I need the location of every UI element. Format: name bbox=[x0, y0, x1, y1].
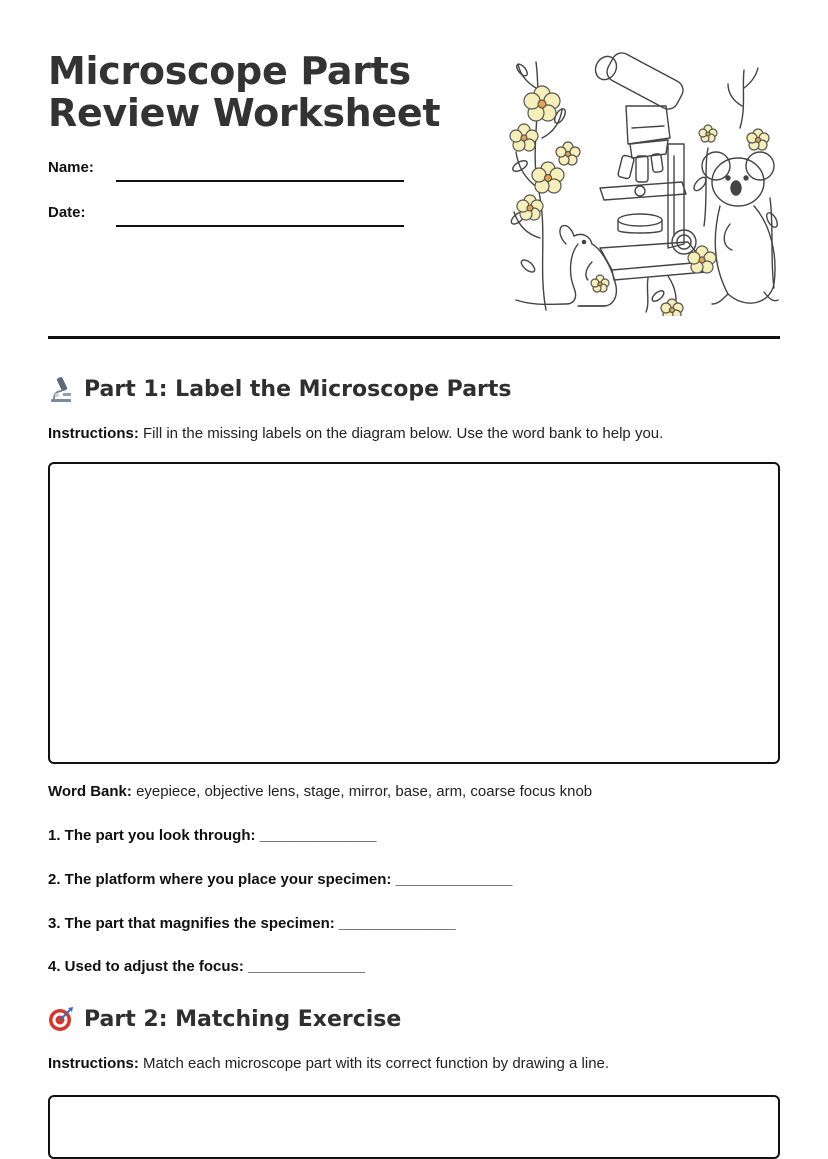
part1-instructions-label: Instructions: bbox=[48, 425, 139, 442]
matching-box bbox=[48, 1095, 780, 1159]
diagram-box bbox=[48, 462, 780, 764]
word-bank-label: Word Bank: bbox=[48, 783, 132, 800]
worksheet-title bbox=[48, 50, 440, 134]
part2-title: Part 2: Matching Exercise bbox=[84, 1006, 402, 1032]
name-field[interactable] bbox=[116, 180, 404, 182]
question-2[interactable]: 2. The platform where you place your specimen: ______________ bbox=[48, 871, 513, 888]
question-1[interactable]: 1. The part you look through: ______________ bbox=[48, 827, 377, 844]
microscope-animals-illustration bbox=[508, 48, 780, 316]
title-line-2: Review Worksheet bbox=[48, 91, 441, 135]
target-icon bbox=[48, 1006, 74, 1032]
part2-instructions bbox=[48, 1055, 609, 1072]
part1-heading bbox=[48, 373, 512, 405]
part2-heading bbox=[48, 1003, 401, 1035]
part1-instructions-text: Fill in the missing labels on the diagram below. Use the word bank to help you. bbox=[138, 425, 664, 442]
part1-title: Part 1: Label the Microscope Parts bbox=[84, 376, 512, 402]
word-bank bbox=[48, 783, 592, 800]
part1-instructions bbox=[48, 425, 663, 442]
name-label: Name: bbox=[48, 159, 94, 176]
microscope-icon bbox=[48, 375, 74, 403]
question-4[interactable]: 4. Used to adjust the focus: ______________ bbox=[48, 958, 365, 975]
header-divider bbox=[48, 336, 780, 339]
date-field[interactable] bbox=[116, 225, 404, 227]
part2-instructions-label: Instructions: bbox=[48, 1055, 139, 1072]
part2-instructions-text: Match each microscope part with its correct function by drawing a line. bbox=[138, 1055, 610, 1072]
word-bank-text: eyepiece, objective lens, stage, mirror, base, arm, coarse focus knob bbox=[131, 783, 593, 800]
question-3[interactable]: 3. The part that magnifies the specimen: ______________ bbox=[48, 915, 456, 932]
title-line-1: Microscope Parts bbox=[48, 49, 411, 93]
date-label: Date: bbox=[48, 204, 86, 221]
